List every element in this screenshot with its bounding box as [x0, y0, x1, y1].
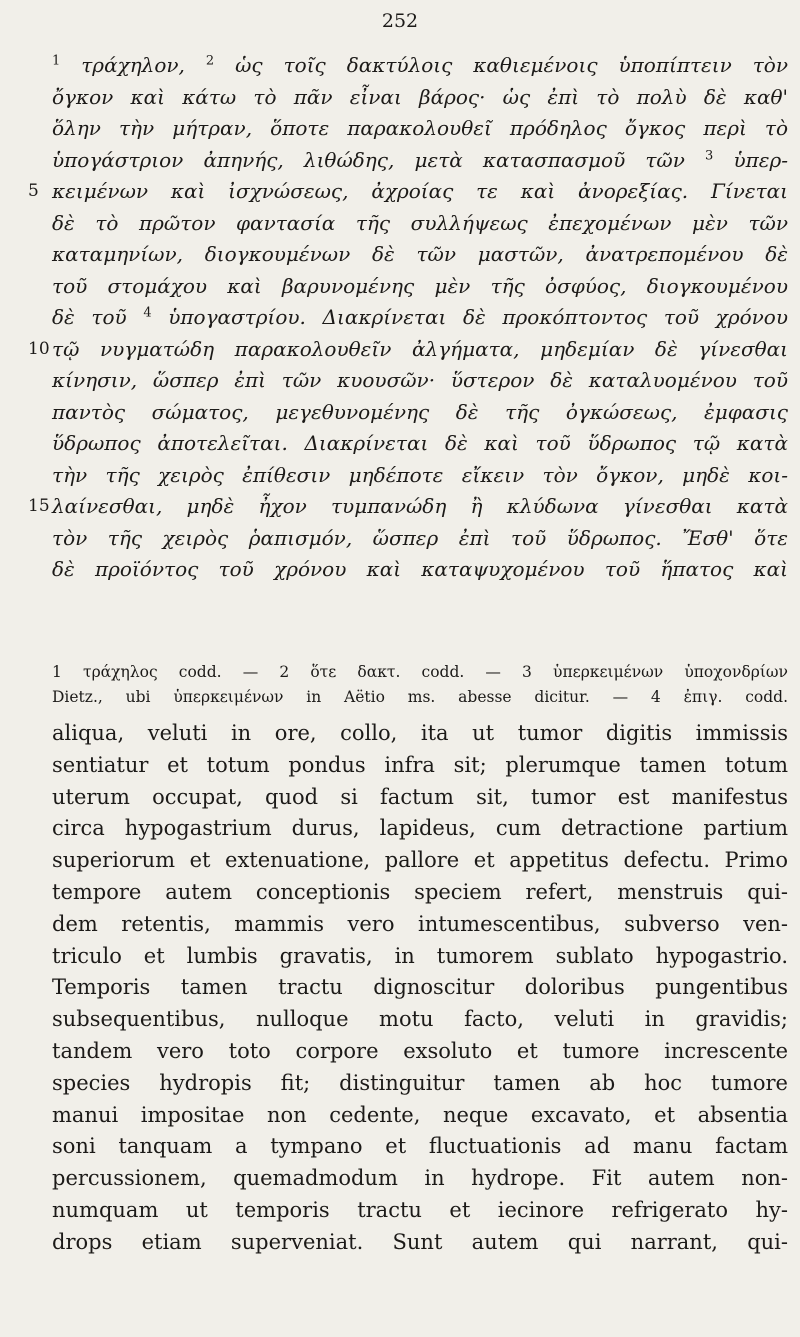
- latin-line: sentiatur et totum pondus infra sit; plerumque tamen totum: [52, 752, 788, 777]
- latin-line: Temporis tamen tractu dignoscitur doloribus pungentibus: [52, 975, 788, 1000]
- greek-line-text: δὲ τὸ πρῶτον φαντασία τῆς συλλήψεως ἐπεχομένων μὲν τῶν: [52, 210, 788, 235]
- greek-line: [28, 365, 788, 397]
- greek-line-text: τῷ νυγματώδη παρακολουθεῖν ἀλγήματα, μηδεμίαν δὲ γίνεσθαι: [52, 336, 788, 361]
- greek-line-text: ὅλην τὴν μήτραν, ὅποτε παρακολουθεῖ πρόδηλος ὄγκος περὶ τὸ: [52, 116, 788, 140]
- line-number: 5: [28, 181, 39, 201]
- greek-line-text: παντὸς σώματος, μεγεθυνομένης δὲ τῆς ὀγκώσεως, ἐμφασις: [52, 399, 788, 424]
- greek-line: [28, 82, 788, 114]
- greek-line-text: ὑπογάστριον ἀπηνής, λιθώδης, μετὰ κατασπασμοῦ τῶν: [52, 147, 706, 172]
- greek-line: [28, 428, 788, 460]
- greek-line: [28, 334, 788, 366]
- greek-line: [28, 239, 788, 271]
- latin-line: dem retentis, mammis vero intumescentibus, subverso ven-: [52, 911, 788, 936]
- greek-line-text: τὸν τῆς χειρὸς ῥαπισμόν, ὥσπερ ἐπὶ τοῦ ὕδρωπος. Ἔσθ' ὅτε: [52, 525, 788, 550]
- greek-line: [28, 554, 788, 586]
- footnote-marker: 1: [52, 53, 61, 69]
- latin-line: tandem vero toto corpore exsoluto et tumore increscente: [52, 1038, 788, 1063]
- greek-line: [28, 491, 788, 523]
- greek-line-text: ὄγκον καὶ κάτω τὸ πᾶν εἶναι βάρος· ὡς ἐπὶ τὸ πολὺ δὲ καθ': [52, 84, 788, 109]
- greek-line-text: καταμηνίων, διογκουμένων δὲ τῶν μαστῶν, ἀνατρεπομένου δὲ: [52, 242, 788, 266]
- footnote-marker: 4: [143, 305, 152, 321]
- greek-line: [28, 176, 788, 208]
- latin-line: superiorum et extenuatione, pallore et appetitus defectu. Primo: [52, 848, 788, 873]
- greek-line-text: ὕδρωπος ἀποτελεῖται. Διακρίνεται δὲ καὶ τοῦ ὕδρωπος τῷ κατὰ: [52, 431, 788, 455]
- greek-line: [28, 50, 788, 82]
- line-number: 15: [28, 496, 50, 516]
- latin-line: drops etiam superveniat. Sunt autem qui narrant, qui-: [52, 1229, 788, 1254]
- greek-line-text: δὲ προϊόντος τοῦ χρόνου καὶ καταψυχομένου τοῦ ἥπατος καὶ: [52, 557, 788, 581]
- greek-line-text: τράχηλον,: [60, 53, 206, 77]
- greek-line-text: κίνησιν, ὥσπερ ἐπὶ τῶν κυουσῶν· ὕστερον δὲ καταλυομένου τοῦ: [52, 368, 788, 392]
- greek-text-block: [28, 50, 788, 586]
- greek-line: [28, 113, 788, 145]
- latin-line: tempore autem conceptionis speciem refert, menstruis qui-: [52, 879, 788, 904]
- latin-text-block: [52, 718, 788, 1259]
- greek-line: [28, 302, 788, 334]
- latin-line: soni tanquam a tympano et fluctuationis ad manu factam: [52, 1134, 788, 1159]
- line-number: 10: [28, 338, 50, 359]
- latin-line: numquam ut temporis tractu et iecinore refrigerato hy-: [52, 1197, 788, 1222]
- greek-line-text: τὴν τῆς χειρὸς ἐπίθεσιν μηδέποτε εἴκειν τὸν ὄγκον, μηδὲ κοι-: [52, 462, 788, 487]
- greek-line-text: λαίνεσθαι, μηδὲ ἦχον τυμπανώδη ἢ κλύδωνα γίνεσθαι κατὰ: [52, 494, 788, 518]
- greek-line-text: τοῦ στομάχου καὶ βαρυνομένης μὲν τῆς ὀσφύος, διογκουμένου: [52, 273, 788, 298]
- latin-line: aliqua, veluti in ore, collo, ita ut tumor digitis immissis: [52, 721, 788, 745]
- greek-line-text: δὲ τοῦ: [52, 305, 144, 329]
- greek-line-text: ὑπογαστρίου. Διακρίνεται δὲ προκόπτοντος τοῦ χρόνου: [151, 305, 788, 329]
- greek-line-text: ὑπερ-: [713, 147, 788, 172]
- latin-line: manui impositae non cedente, neque excavato, et absentia: [52, 1102, 788, 1127]
- greek-line: [28, 460, 788, 492]
- latin-line: percussionem, quemadmodum in hydrope. Fit autem non-: [52, 1166, 788, 1191]
- apparatus-line: 1 τράχηλος codd. — 2 ὅτε δακτ. codd. — 3 ὑπερκειμένων ὑποχονδρίων: [52, 663, 788, 681]
- latin-line: subsequentibus, nulloque motu facto, veluti in gravidis;: [52, 1007, 788, 1032]
- footnote-marker: 2: [205, 53, 215, 69]
- page-number: 252: [381, 10, 419, 32]
- latin-line: triculo et lumbis gravatis, in tumorem sublato hypogastrio.: [52, 943, 788, 968]
- greek-line: [28, 271, 788, 303]
- latin-line: uterum occupat, quod si factum sit, tumor est manifestus: [52, 784, 788, 809]
- greek-line-text: ὡς τοῖς δακτύλοις καθιεμένοις ὑποπίπτειν τὸν: [214, 53, 788, 77]
- greek-line-text: κειμένων καὶ ἰσχνώσεως, ἀχροίας τε καὶ ἀνορεξίας. Γίνεται: [52, 179, 788, 203]
- greek-line: [28, 208, 788, 240]
- footnote-marker: 3: [705, 147, 714, 163]
- critical-apparatus: [52, 660, 788, 710]
- greek-line: [28, 397, 788, 429]
- latin-line: species hydropis fit; distinguitur tamen ab hoc tumore: [52, 1070, 788, 1095]
- latin-line: circa hypogastrium durus, lapideus, cum detractione partium: [52, 816, 788, 841]
- apparatus-line: Dietz., ubi ὑπερκειμένων in Aëtio ms. abesse dicitur. — 4 ἐπιγ. codd.: [52, 688, 788, 706]
- greek-line: [28, 145, 788, 177]
- greek-line: [28, 523, 788, 555]
